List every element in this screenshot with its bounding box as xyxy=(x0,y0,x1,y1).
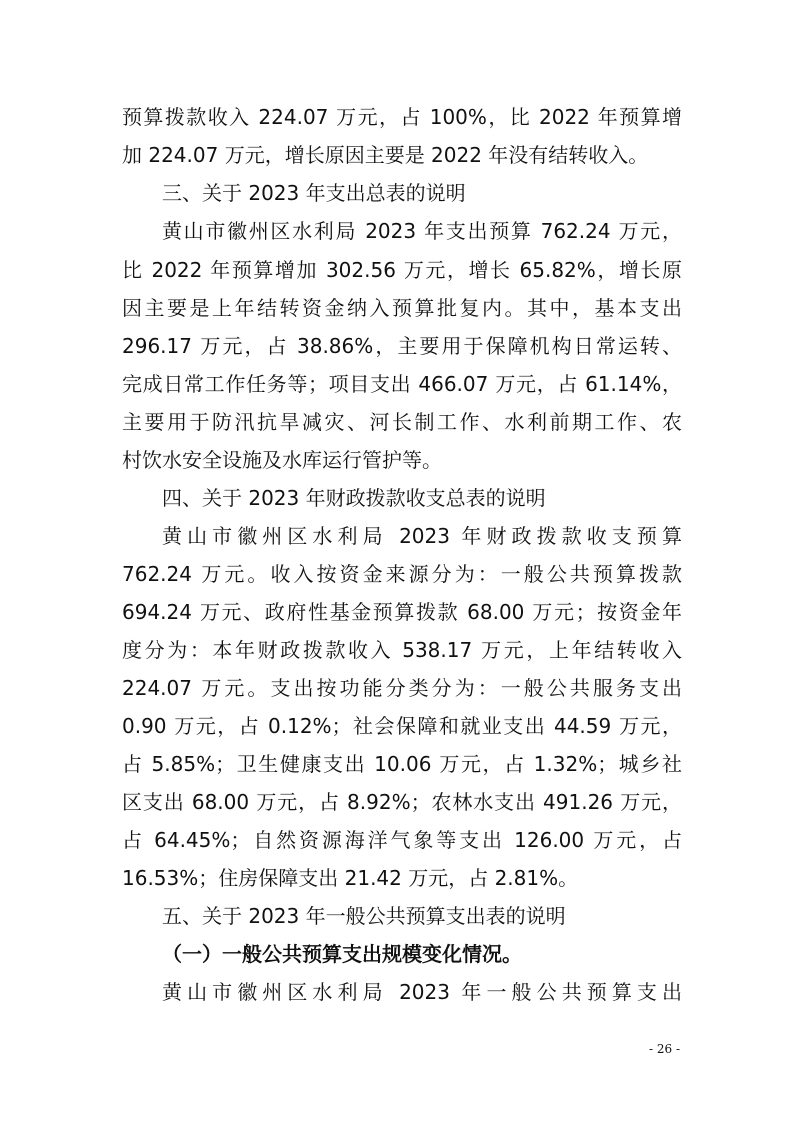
body-text-line: 0.90 万元，占 0.12%；社会保障和就业支出 44.59 万元， xyxy=(122,714,682,738)
body-text-line: 762.24 万元。收入按资金来源分为：一般公共预算拨款 xyxy=(122,562,682,586)
subsection-heading: （一）一般公共预算支出规模变化情况。 xyxy=(162,942,522,966)
body-text-line: 占 5.85%；卫生健康支出 10.06 万元，占 1.32%；城乡社 xyxy=(122,752,682,776)
body-text-line: 完成日常工作任务等；项目支出 466.07 万元，占 61.14%， xyxy=(122,372,682,396)
body-text-line: 比 2022 年预算增加 302.56 万元，增长 65.82%，增长原 xyxy=(122,258,682,282)
section-heading-3: 三、关于 2023 年支出总表的说明 xyxy=(162,181,466,205)
body-text-line: 694.24 万元、政府性基金预算拨款 68.00 万元；按资金年 xyxy=(122,600,682,624)
body-text-line: 黄山市徽州区水利局 2023 年一般公共预算支出 xyxy=(162,980,682,1004)
body-text-line: 黄山市徽州区水利局 2023 年支出预算 762.24 万元， xyxy=(162,219,682,243)
body-text-line: 村饮水安全设施及水库运行管护等。 xyxy=(122,448,442,472)
body-text-line: 占 64.45%；自然资源海洋气象等支出 126.00 万元，占 xyxy=(122,828,682,852)
body-text-line: 黄山市徽州区水利局 2023 年财政拨款收支预算 xyxy=(162,524,682,548)
body-text-line: 296.17 万元，占 38.86%，主要用于保障机构日常运转、 xyxy=(122,334,682,358)
body-text-line: 主要用于防汛抗旱减灾、河长制工作、水利前期工作、农 xyxy=(122,410,682,434)
section-heading-4: 四、关于 2023 年财政拨款收支总表的说明 xyxy=(162,486,546,510)
body-text-line: 加 224.07 万元，增长原因主要是 2022 年没有结转收入。 xyxy=(122,143,649,167)
body-text-line: 16.53%；住房保障支出 21.42 万元，占 2.81%。 xyxy=(122,866,579,890)
body-text-line: 因主要是上年结转资金纳入预算批复内。其中，基本支出 xyxy=(122,296,682,320)
body-text-line: 224.07 万元。支出按功能分类分为：一般公共服务支出 xyxy=(122,676,682,700)
body-text-line: 区支出 68.00 万元，占 8.92%；农林水支出 491.26 万元， xyxy=(122,790,682,814)
section-heading-5: 五、关于 2023 年一般公共预算支出表的说明 xyxy=(162,904,566,928)
page-number: - 26 - xyxy=(648,1042,680,1056)
body-text-line: 预算拨款收入 224.07 万元，占 100%，比 2022 年预算增 xyxy=(122,105,682,129)
body-text-line: 度分为：本年财政拨款收入 538.17 万元，上年结转收入 xyxy=(122,638,682,662)
